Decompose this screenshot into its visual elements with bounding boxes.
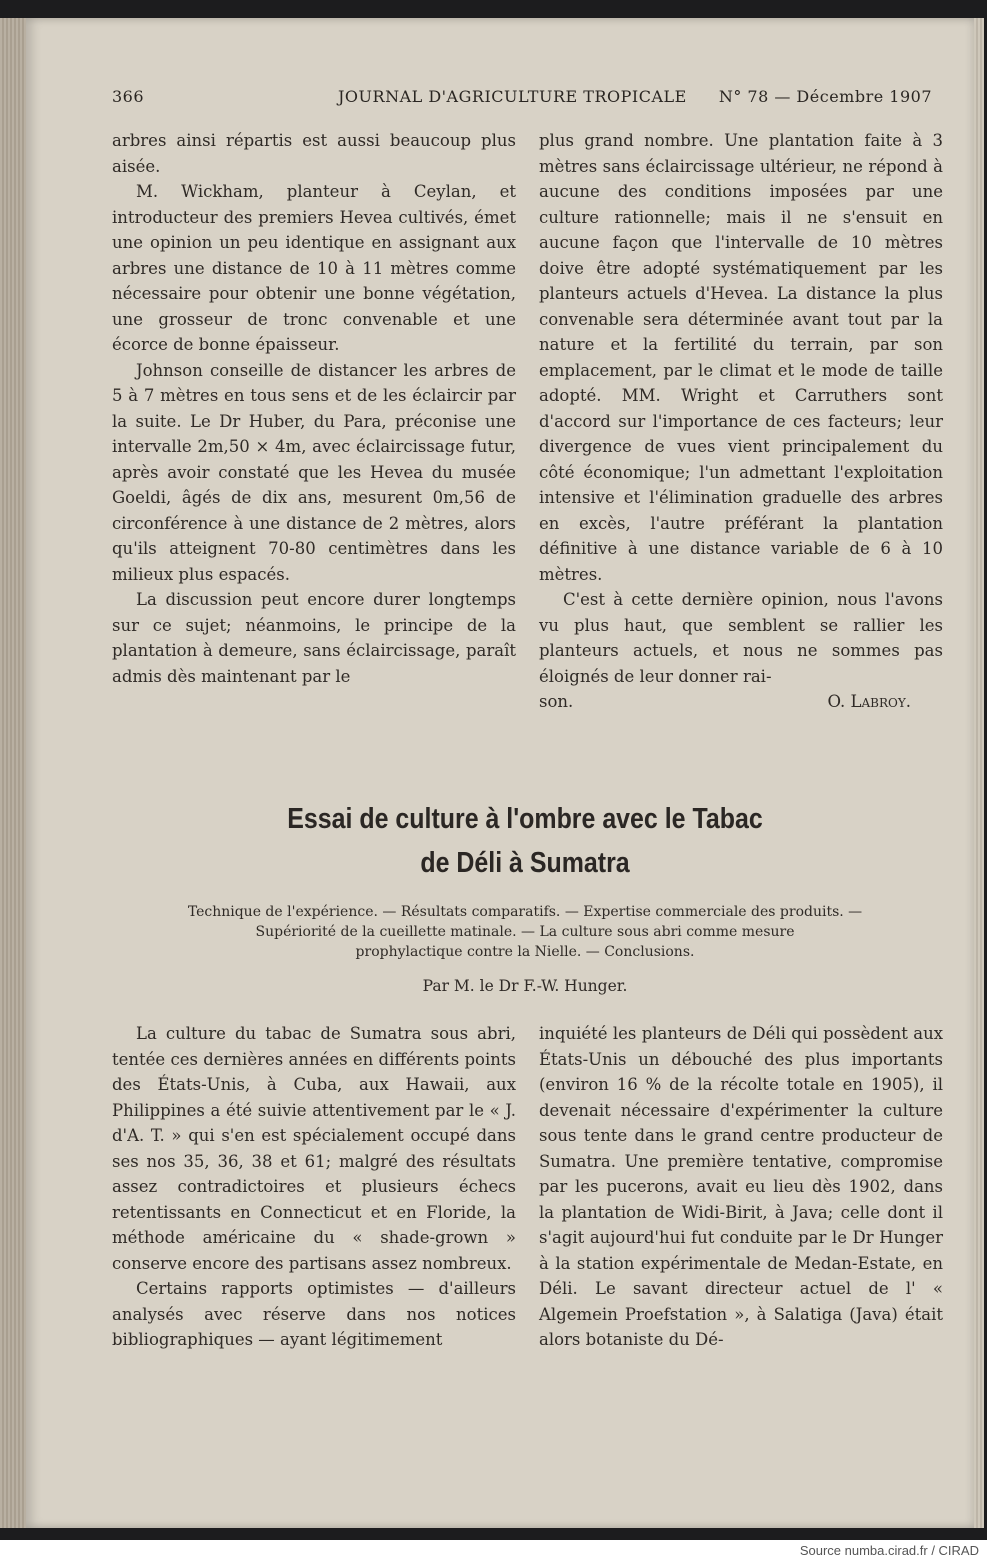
summary-line: Supériorité de la cueillette matinale. — La culture sous abri comme mesure <box>255 924 795 940</box>
article1-signature: O. Labroy. <box>827 692 911 711</box>
paragraph: La culture du tabac de Sumatra sous abri, tentée ces dernières années en différents points des États-Unis, à Cuba, aux Hawaii, aux Philippines a été suivie attentivement par le « J. d'A. T. » qui s'en est spécialement occupé dans ses nos 35, 36, 38 et 61; malgré des résultats assez contradictoires et plusieurs échecs retentissants en Connecticut et en Floride, la méthode américaine du « shade-grown » conserve encore des partisans assez nombreux. <box>112 1024 516 1273</box>
page-right-edge <box>974 18 984 1528</box>
journal-title: JOURNAL D'AGRICULTURE TROPICALE <box>338 87 687 106</box>
paragraph: plus grand nombre. Une plantation faite à 3 mètres sans éclaircissage ultérieur, ne répond à aucune des conditions imposées par une culture rationnelle; mais il ne s'ensuit en aucune façon que l'intervalle de 10 mètres doive être adopté systématiquement par les planteurs actuels d'Hevea. La distance la plus convenable sera déterminée avant tout par la nature et la fertilité du terrain, par son emplacement, par le climat et le mode de taille adopté. MM. Wright et Carruthers sont d'accord sur l'importance de ces facteurs; leur divergence de vues vient principalement du côté économique; l'un admettant l'exploitation intensive et l'élimination graduelle des arbres en excès, l'autre préférant la plantation définitive à une distance variable de 6 à 10 mètres. <box>539 131 943 584</box>
article2-right-column <box>539 1021 943 1353</box>
running-header <box>112 87 932 109</box>
article2-title <box>168 797 882 885</box>
article2-left-column <box>112 1021 516 1353</box>
paragraph: C'est à cette dernière opinion, nous l'avons vu plus haut, que semblent se rallier les planteurs actuels, et nous ne sommes pas éloignés de leur donner rai- <box>539 590 943 686</box>
article1-left-column <box>112 128 516 689</box>
article2-author: Par M. le Dr F.-W. Hunger. <box>422 977 628 995</box>
paragraph: Johnson conseille de distancer les arbres de 5 à 7 mètres en tous sens et de les éclaircir par la suite. Le Dr Huber, du Para, préconise une intervalle 2m,50 × 4m, avec éclaircissage futur, après avoir constaté que les Hevea du musée Goeldi, âgés de dix ans, mesurent 0m,56 de circonférence à une distance de 2 mètres, alors qu'ils atteignent 70-80 centimètres dans les milieux plus espacés. <box>112 360 516 584</box>
closing-word: son. <box>539 692 574 711</box>
source-credit: Source numba.cirad.fr / CIRAD <box>799 1543 979 1558</box>
article2-summary <box>140 902 910 962</box>
paragraph: arbres ainsi répartis est aussi beaucoup plus aisée. <box>112 131 516 176</box>
page-number: 366 <box>112 87 145 106</box>
summary-line: Technique de l'expérience. — Résultats comparatifs. — Expertise commerciale des produits. — <box>187 904 863 920</box>
title-line: de Déli à Sumatra <box>420 847 630 879</box>
paragraph: Certains rapports optimistes — d'ailleurs analysés avec réserve dans nos notices bibliographiques — ayant légitimement <box>112 1279 516 1349</box>
signature-line <box>539 689 943 715</box>
title-line: Essai de culture à l'ombre avec le Tabac <box>287 803 763 835</box>
article1-right-column <box>539 128 943 715</box>
summary-line: prophylactique contre la Nielle. — Conclusions. <box>355 944 695 960</box>
issue-info: N° 78 — Décembre 1907 <box>718 87 932 106</box>
paragraph: M. Wickham, planteur à Ceylan, et introducteur des premiers Hevea cultivés, émet une opinion un peu identique en assignant aux arbres une distance de 10 à 11 mètres comme nécessaire pour obtenir une bonne végétation, une grosseur de tronc convenable et une écorce de bonne épaisseur. <box>112 182 516 354</box>
paragraph: La discussion peut encore durer longtemps sur ce sujet; néanmoins, le principe de la plantation à demeure, sans éclaircissage, paraît admis dès maintenant par le <box>112 590 516 686</box>
paragraph: inquiété les planteurs de Déli qui possèdent aux États-Unis un débouché des plus importants (environ 16 % de la récolte totale en 1905), il devenait nécessaire d'expérimenter la culture sous tente dans le grand centre producteur de Sumatra. Une première tentative, compromise par les pucerons, avait eu lieu dès 1902, dans la plantation de Widi-Birit, à Java; celle dont il s'agit aujourd'hui fut conduite par le Dr Hunger à la station expérimentale de Medan-Estate, en Déli. Le savant directeur actuel de l' « Algemein Proefstation », à Salatiga (Java) était alors botaniste du Dé- <box>539 1024 943 1349</box>
